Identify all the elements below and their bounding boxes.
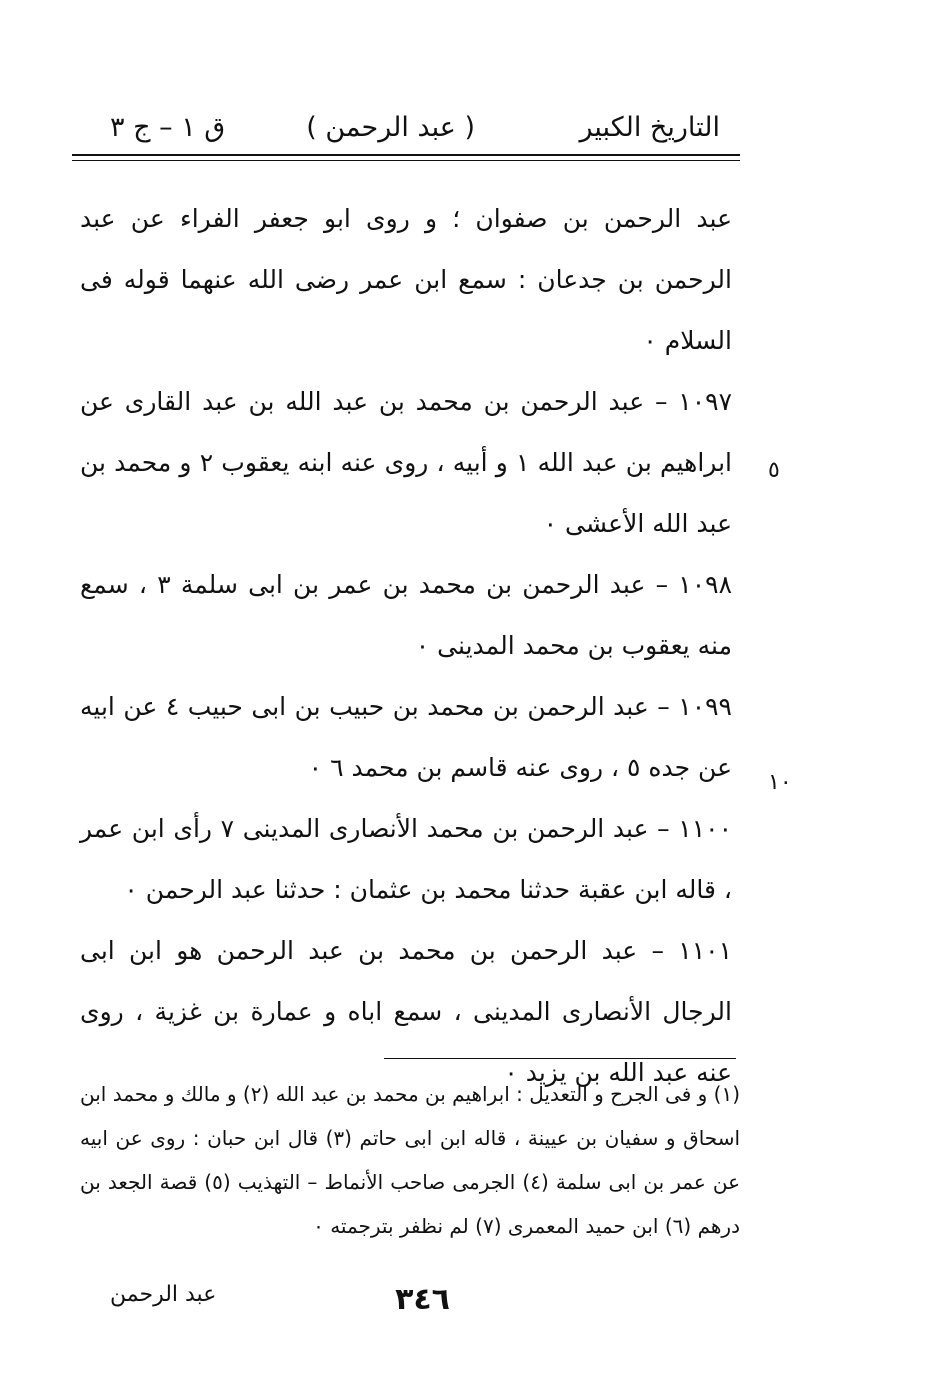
header-rule: [72, 154, 740, 156]
page-footer: [80, 1282, 720, 1322]
header-rule-thin: [72, 160, 740, 161]
volume-label: ق ١ – ج ٣: [110, 112, 226, 143]
line-number-5: ٥: [768, 458, 780, 483]
section-title: ( عبد الرحمن ): [306, 112, 475, 143]
entry-1101: ١١٠١ – عبد الرحمن بن محمد بن عبد الرحمن هو ابن ابى الرجال الأنصارى المدينى ، سمع اباه و عمارة بن غزية ، روى عنه عبد الله بن يزيد ٠: [80, 936, 732, 1087]
catchword: عبد الرحمن: [110, 1282, 217, 1307]
paragraph-continuation: عبد الرحمن بن صفوان ؛ و روى ابو جعفر الفراء عن عبد الرحمن بن جدعان : سمع ابن عمر رضى الله عنهما قوله فى السلام ٠: [80, 204, 732, 355]
line-number-10: ١٠: [768, 770, 792, 795]
entry-1100: ١١٠٠ – عبد الرحمن بن محمد الأنصارى المدينى ٧ رأى ابن عمر ، قاله ابن عقبة حدثنا محمد بن عثمان : حدثنا عبد الرحمن ٠: [80, 814, 732, 904]
entry-1098: ١٠٩٨ – عبد الرحمن بن محمد بن عمر بن ابى سلمة ٣ ، سمع منه يعقوب بن محمد المدينى ٠: [80, 570, 732, 660]
running-header: [80, 108, 720, 152]
page-number: ٣٤٦: [395, 1282, 450, 1317]
entry-1099: ١٠٩٩ – عبد الرحمن بن محمد بن حبيب بن ابى حبيب ٤ عن ابيه عن جده ٥ ، روى عنه قاسم بن محمد ٦ ٠: [80, 692, 732, 782]
footnote-rule: [384, 1058, 736, 1059]
entry-1097: ١٠٩٧ – عبد الرحمن بن محمد بن عبد الله بن عبد القارى عن ابراهيم بن عبد الله ١ و أبيه ، روى عنه ابنه يعقوب ٢ و محمد بن عبد الله الأعشى ٠: [80, 387, 732, 538]
book-title: التاريخ الكبير: [579, 112, 720, 143]
main-text: [80, 188, 732, 1103]
footnotes: (١) و فى الجرح و التعديل : ابراهيم بن محمد بن عبد الله (٢) و مالك و محمد ابن اسحاق و سفيان بن عيينة ، قاله ابن ابى حاتم (٣) قال ابن حبان : روى عن ابيه عن عمر بن ابى سلمة (٤) الجرمى صاحب الأنماط – التهذيب (٥) قصة الجعد بن درهم (٦) ابن حميد المعمرى (٧) لم نظفر بترجمته ٠: [80, 1082, 741, 1238]
